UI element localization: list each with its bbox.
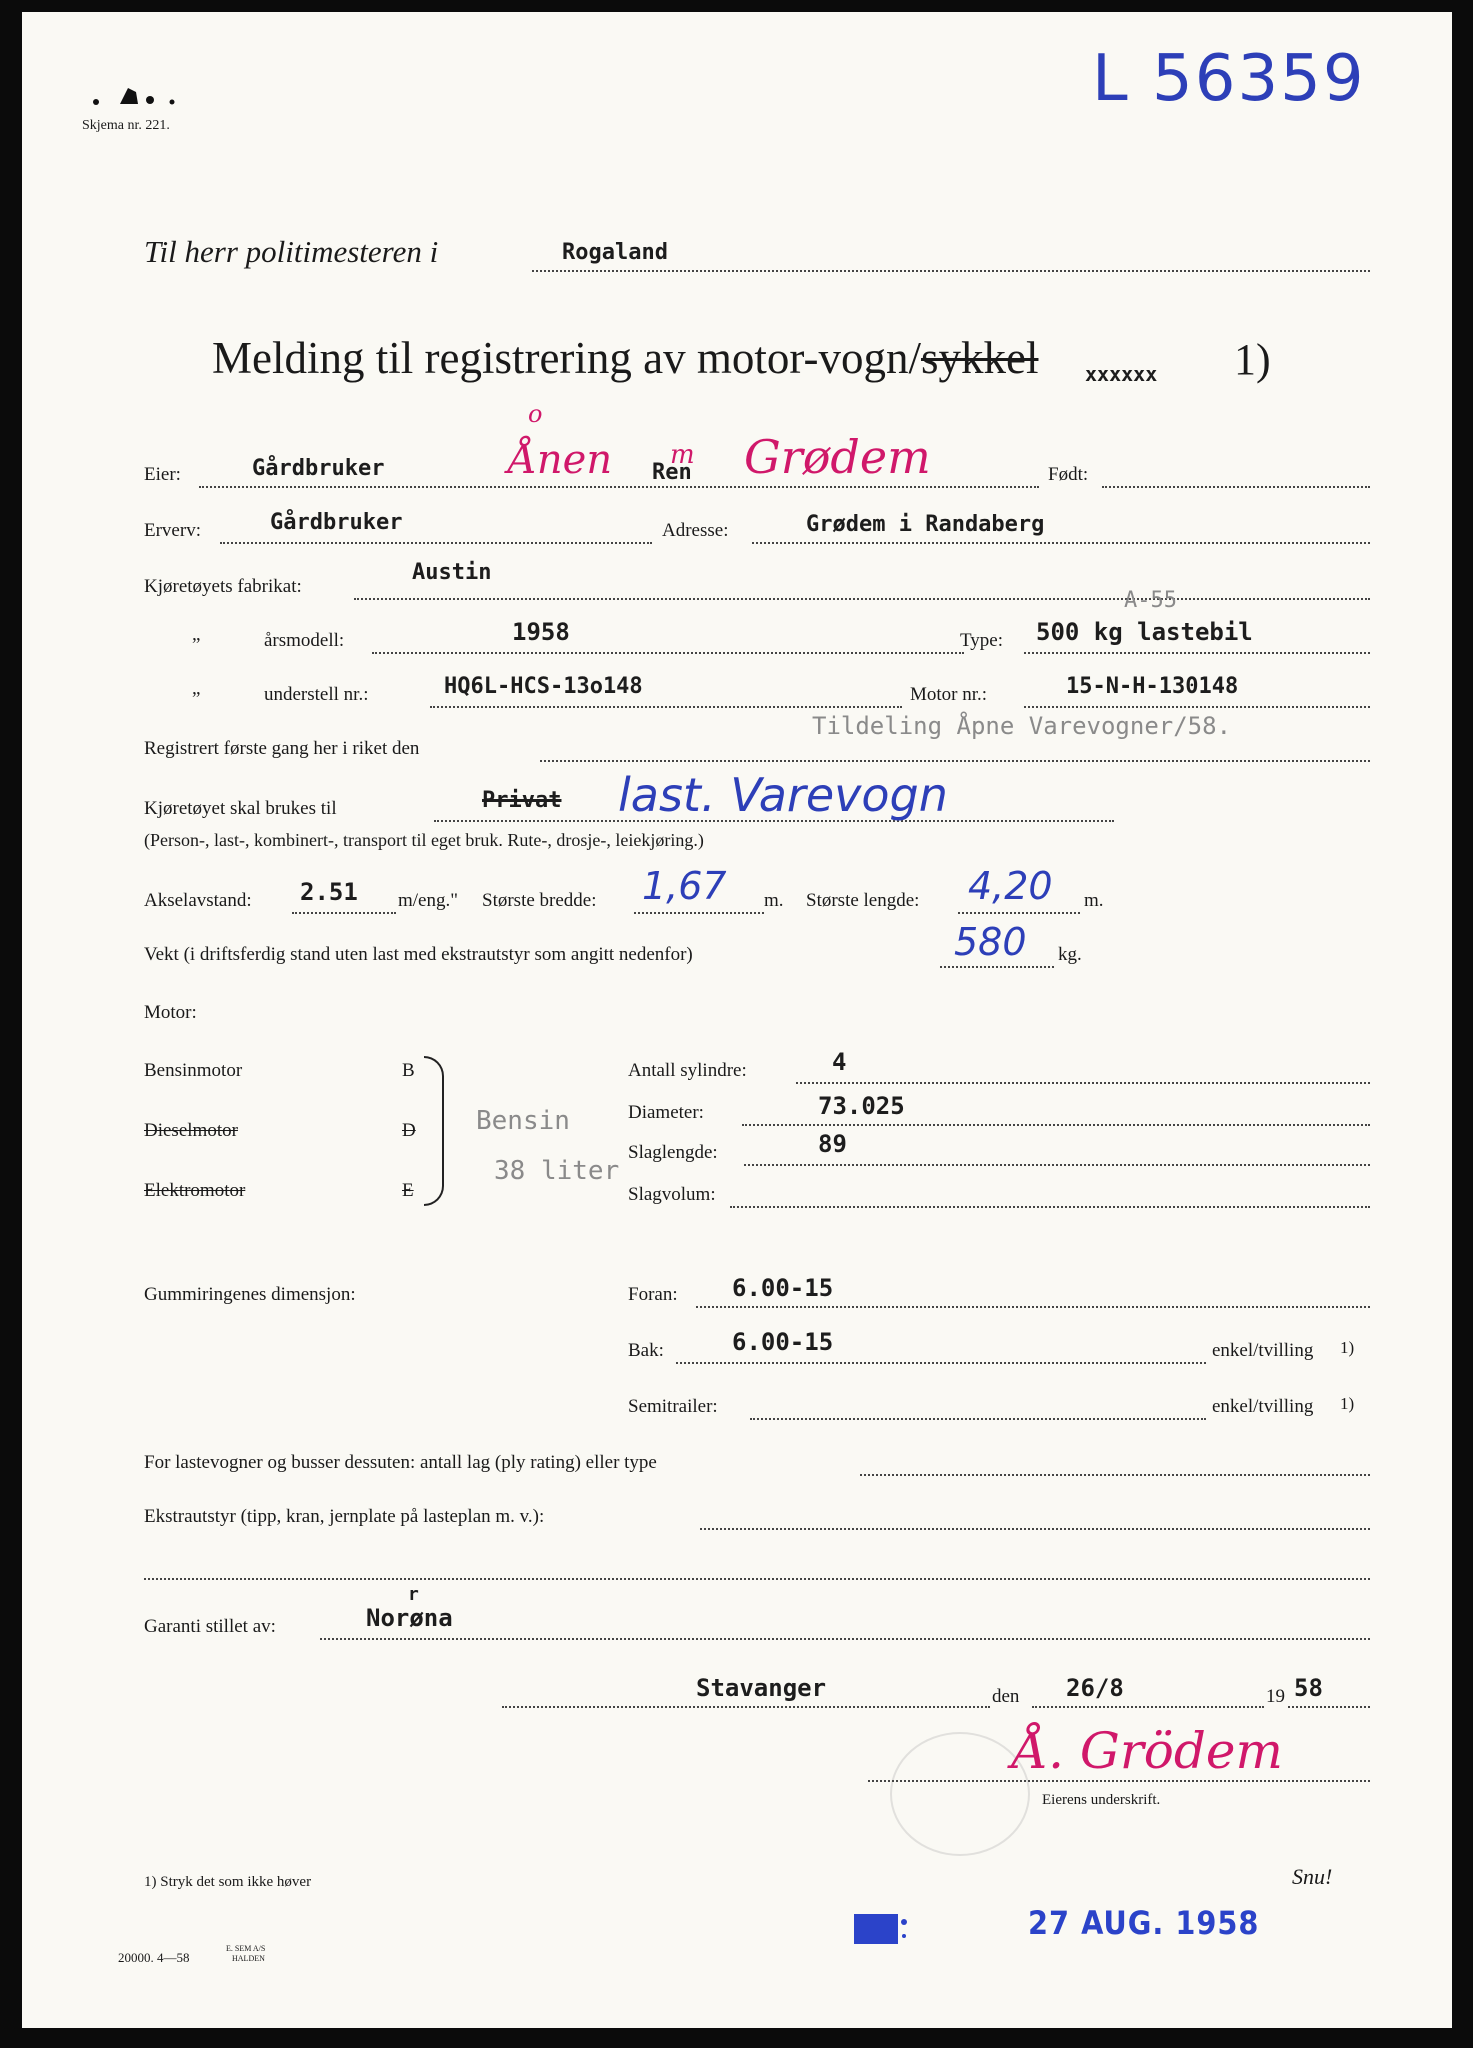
guarantee-label: Garanti stillet av: <box>144 1616 276 1637</box>
motor-type-code-0: B <box>402 1060 415 1081</box>
owner-insert: m <box>670 440 695 470</box>
diameter-value: 73.025 <box>818 1092 905 1120</box>
model-year-value: 1958 <box>512 618 570 646</box>
born-label: Født: <box>1048 464 1089 485</box>
chassis-value: HQ6L-HCS-13o148 <box>444 674 643 699</box>
sign-year-value: 58 <box>1294 1674 1323 1702</box>
owner-label: Eier: <box>144 464 181 485</box>
chassis-label: understell nr.: <box>264 684 369 705</box>
blue-stamp-blot <box>852 1908 910 1948</box>
stroke-value: 89 <box>818 1130 847 1158</box>
quote-mark-1: „ <box>192 624 201 645</box>
motor-type-name-1: Dieselmotor <box>144 1120 238 1141</box>
semitrailer-label: Semitrailer: <box>628 1396 718 1417</box>
tyres-label: Gummiringenes dimensjon: <box>144 1284 356 1305</box>
type-annotation: A-55 <box>1124 588 1177 613</box>
make-value: Austin <box>412 560 492 585</box>
addressee-district: Rogaland <box>562 240 668 265</box>
print-code: 20000. 4—58 <box>118 1950 190 1965</box>
tyres-front-value: 6.00-15 <box>732 1274 834 1302</box>
quote-mark-2: „ <box>192 678 201 699</box>
model-year-label: årsmodell: <box>264 630 345 651</box>
ply-label: For lastevogner og busser dessuten: antall lag (ply rating) eller type <box>144 1452 657 1473</box>
weight-unit: kg. <box>1058 944 1082 965</box>
cylinders-label: Antall sylindre: <box>628 1060 747 1081</box>
title-overtype: xxxxxx <box>1085 362 1158 386</box>
use-handwritten: last. Varevogn <box>618 768 948 822</box>
sign-year-prefix: 19 <box>1266 1686 1285 1707</box>
semitrailer-footnote: 1) <box>1340 1394 1355 1413</box>
use-hint: (Person-, last-, kombinert-, transport til eget bruk. Rute-, drosje-, leiekjøring.) <box>144 830 704 850</box>
first-registered-label: Registrert første gang her i riket den <box>144 738 420 759</box>
addressee-prefix: Til herr politimesteren i <box>144 234 439 269</box>
motor-type-code-1: D <box>402 1120 416 1141</box>
make-label: Kjøretøyets fabrikat: <box>144 576 302 597</box>
schema-number: Skjema nr. 221. <box>82 118 170 133</box>
wheelbase-label: Akselavstand: <box>144 890 252 911</box>
engine-number-value: 15-N-H-130148 <box>1066 674 1239 699</box>
width-unit: m. <box>764 890 784 911</box>
motor-type-name-2: Elektromotor <box>144 1180 246 1201</box>
diameter-label: Diameter: <box>628 1102 704 1123</box>
tyres-rear-option: enkel/tvilling <box>1212 1340 1314 1361</box>
motor-brace <box>424 1056 444 1206</box>
faint-stamp <box>890 1732 1030 1856</box>
tyres-front-label: Foran: <box>628 1284 678 1305</box>
stroke-label: Slaglengde: <box>628 1142 718 1163</box>
fuel-note-line2: 38 liter <box>494 1156 620 1186</box>
tyres-rear-footnote: 1) <box>1340 1338 1355 1357</box>
footnote: 1) Stryk det som ikke høver <box>144 1874 312 1890</box>
type-value: 500 kg lastebil <box>1036 618 1253 646</box>
length-label: Største lengde: <box>806 890 920 911</box>
address-label: Adresse: <box>662 520 729 541</box>
turn-over: Snu! <box>1292 1864 1333 1889</box>
fuel-note-line1: Bensin <box>476 1106 570 1136</box>
engine-number-label: Motor nr.: <box>910 684 988 705</box>
motor-label: Motor: <box>144 1002 197 1023</box>
tyres-rear-value: 6.00-15 <box>732 1328 834 1356</box>
occupation-value: Gårdbruker <box>270 510 403 535</box>
form-page <box>22 12 1452 2028</box>
printer-line-2: HALDEN <box>232 1954 265 1963</box>
length-unit: m. <box>1084 890 1104 911</box>
signature-label: Eierens underskrift. <box>1042 1792 1161 1808</box>
motor-type-code-2: E <box>402 1180 414 1201</box>
received-stamp: 27 AUG. 1958 <box>1028 1904 1260 1942</box>
owner-last-name: Grødem <box>744 430 931 484</box>
occupation-label: Erverv: <box>144 520 201 541</box>
form-title: Melding til registrering av motor-vogn/sykkel <box>212 333 1039 383</box>
guarantee-correction: r <box>408 1584 419 1605</box>
weight-value: 580 <box>954 920 1027 964</box>
owner-occupation: Gårdbruker <box>252 456 385 481</box>
type-label: Type: <box>960 630 1003 651</box>
printer-line-1: E. SEM A/S <box>226 1944 266 1953</box>
semitrailer-option: enkel/tvilling <box>1212 1396 1314 1417</box>
length-value: 4,20 <box>968 864 1053 908</box>
use-label: Kjøretøyet skal brukes til <box>144 798 337 819</box>
sign-date-label: den <box>992 1686 1020 1707</box>
owner-typed-name: Ren <box>652 460 692 485</box>
cylinders-value: 4 <box>832 1048 847 1076</box>
sign-date-value: 26/8 <box>1066 1674 1124 1702</box>
guarantee-value: Norøna <box>366 1604 453 1632</box>
allocation-note: Tildeling Åpne Varevogner/58. <box>812 712 1232 740</box>
equipment-label: Ekstrautstyr (tipp, kran, jernplate på lasteplan m. v.): <box>144 1506 545 1527</box>
displacement-label: Slagvolum: <box>628 1184 716 1205</box>
reference-number: L 56359 <box>1092 42 1366 116</box>
width-value: 1,67 <box>642 864 727 908</box>
owner-first-name: Ånen <box>508 437 613 483</box>
ink-mark <box>90 84 186 108</box>
weight-label: Vekt (i driftsferdig stand uten last med ekstrautstyr som angitt nedenfor) <box>144 944 693 965</box>
motor-type-name-0: Bensinmotor <box>144 1060 243 1081</box>
use-typed-struck: Privat <box>482 788 562 813</box>
wheelbase-unit: m/eng." <box>398 890 458 911</box>
title-footnote: 1) <box>1234 335 1271 384</box>
sign-place: Stavanger <box>696 1674 827 1702</box>
width-label: Største bredde: <box>482 890 597 911</box>
address-value: Grødem i Randaberg <box>806 512 1045 537</box>
owner-signature: Å. Grödem <box>1012 1722 1283 1780</box>
owner-handwritten-o: o <box>528 400 543 428</box>
wheelbase-value: 2.51 <box>300 878 358 906</box>
tyres-rear-label: Bak: <box>628 1340 664 1361</box>
